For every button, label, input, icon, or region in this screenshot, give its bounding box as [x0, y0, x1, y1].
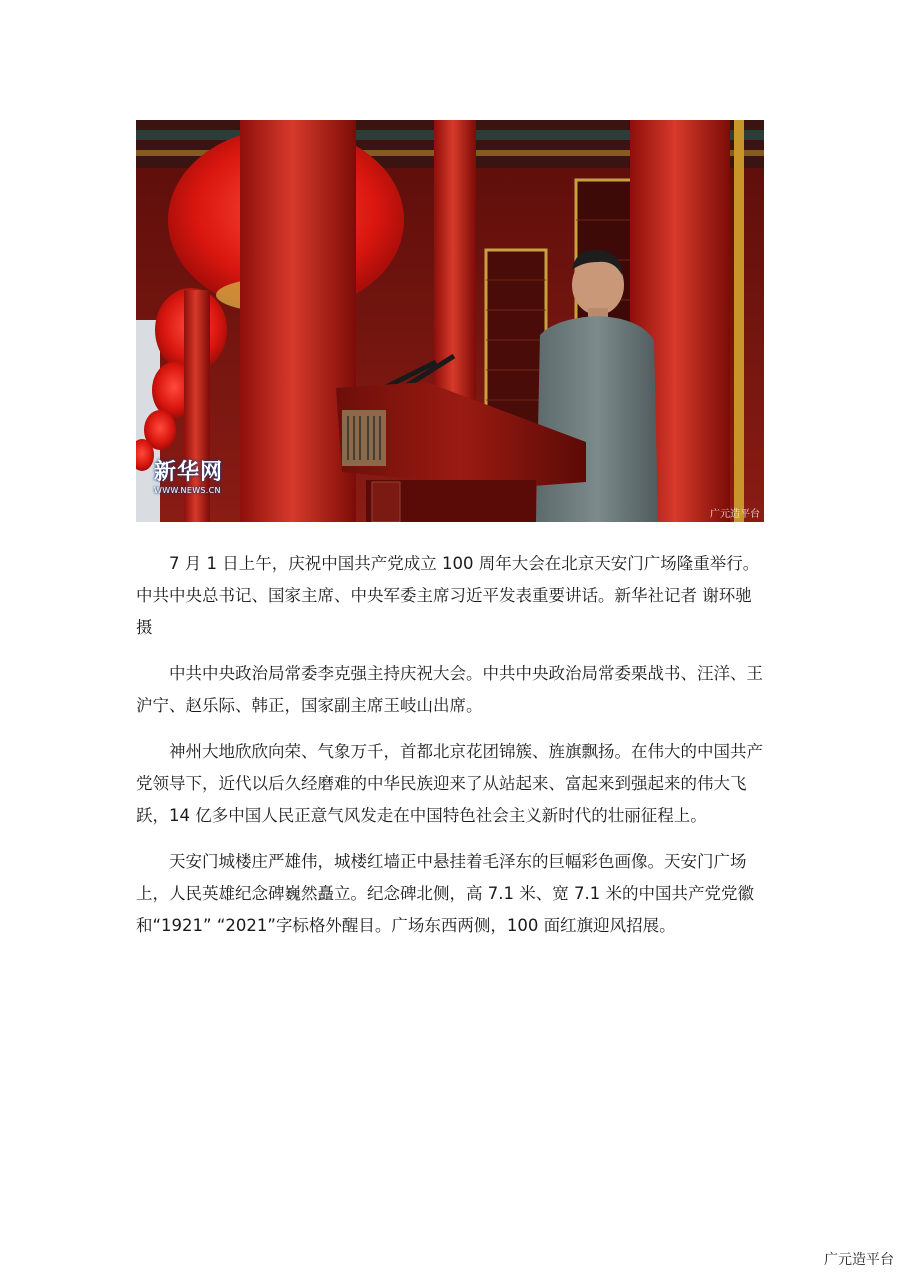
paragraph-attendees: 中共中央政治局常委李克强主持庆祝大会。中共中央政治局常委栗战书、汪洋、王沪宁、赵乐际、韩正，国家副主席王岐山出席。: [136, 664, 763, 715]
photo-watermark: 广元造平台: [710, 509, 760, 520]
logo-url-text: WWW.NEWS.CN: [154, 486, 221, 495]
news-photo: [136, 120, 764, 522]
photo-illustration: [136, 120, 764, 522]
logo-chinese-text: 新华网: [154, 460, 224, 485]
xinhua-logo: [154, 460, 223, 495]
article-body: [136, 548, 766, 956]
footer-watermark: 广元造平台: [824, 1252, 894, 1268]
paragraph-national-scene: 神州大地欣欣向荣、气象万千，首都北京花团锦簇、旌旗飘扬。在伟大的中国共产党领导下，近代以后久经磨难的中华民族迎来了从站起来、富起来到强起来的伟大飞跃，14 亿多中国人民正意气风发走在中国特色社会主义新时代的壮丽征程上。: [136, 742, 763, 825]
paragraph-photo-caption: 7 月 1 日上午，庆祝中国共产党成立 100 周年大会在北京天安门广场隆重举行。中共中央总书记、国家主席、中央军委主席习近平发表重要讲话。新华社记者 谢环驰 摄: [136, 554, 760, 637]
paragraph-tiananmen-scene: 天安门城楼庄严雄伟，城楼红墙正中悬挂着毛泽东的巨幅彩色画像。天安门广场上，人民英雄纪念碑巍然矗立。纪念碑北侧，高 7.1 米、宽 7.1 米的中国共产党党徽和“1921” “2021”字标格外醒目。广场东西两侧，100 面红旗迎风招展。: [136, 852, 754, 935]
